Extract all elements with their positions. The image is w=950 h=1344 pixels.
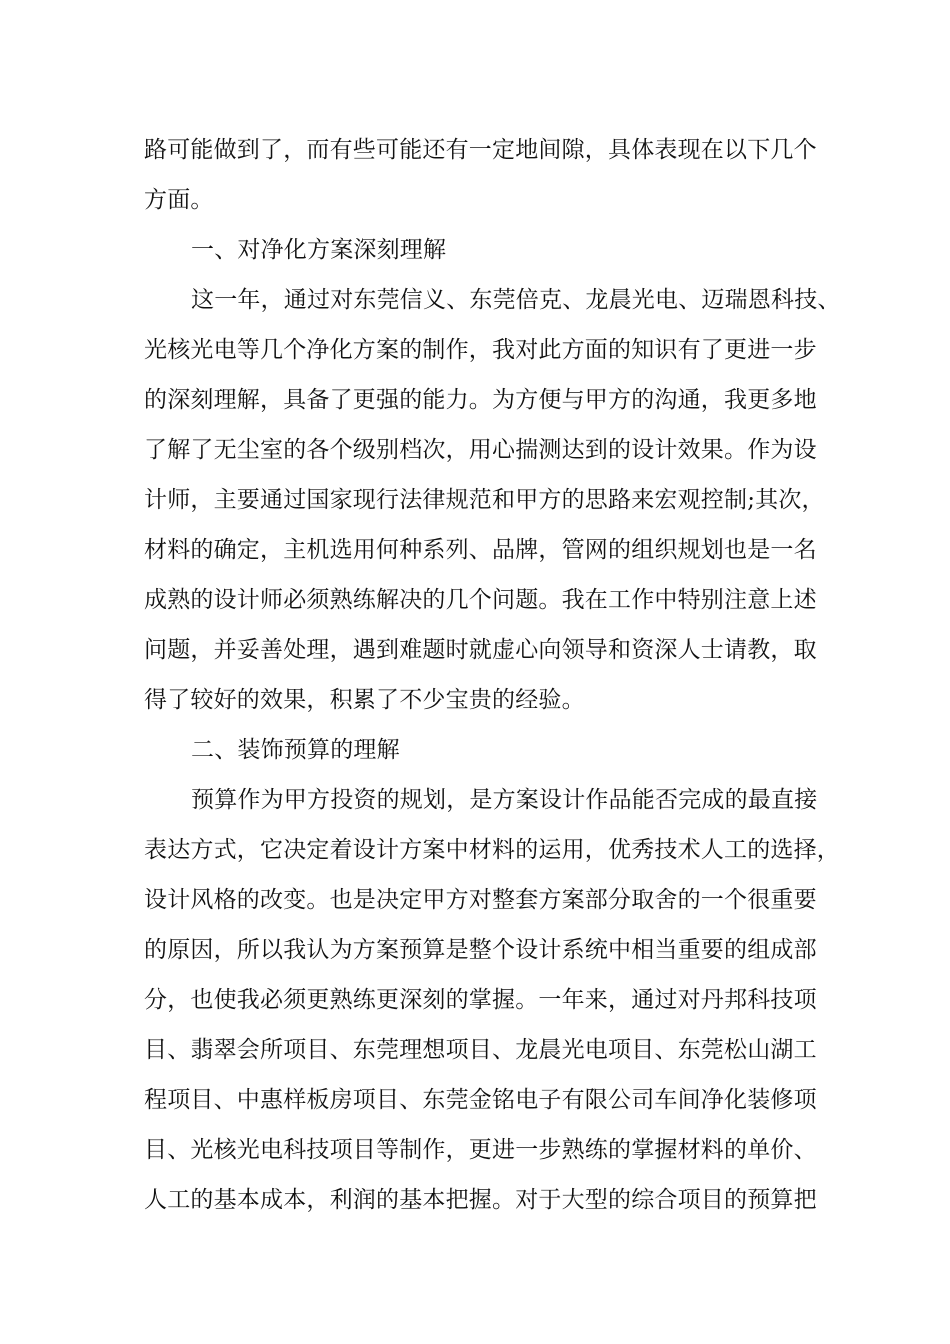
paragraph-line: 问题，并妥善处理，遇到难题时就虚心向领导和资深人士请教，取: [144, 637, 817, 663]
section-heading: 一、对净化方案深刻理解: [191, 237, 447, 263]
paragraph-line: 表达方式，它决定着设计方案中材料的运用，优秀技术人工的选择，: [144, 837, 840, 863]
paragraph-line: 程项目、中惠样板房项目、东莞金铭电子有限公司车间净化装修项: [144, 1087, 817, 1113]
paragraph-line: 材料的确定，主机选用何种系列、品牌，管网的组织规划也是一名: [144, 537, 817, 563]
paragraph-line: 目、光核光电科技项目等制作，更进一步熟练的掌握材料的单价、: [144, 1137, 817, 1163]
paragraph-line: 人工的基本成本，利润的基本把握。对于大型的综合项目的预算把: [144, 1187, 817, 1213]
paragraph-line: 目、翡翠会所项目、东莞理想项目、龙晨光电项目、东莞松山湖工: [144, 1037, 817, 1063]
paragraph-line: 的原因，所以我认为方案预算是整个设计系统中相当重要的组成部: [144, 937, 817, 963]
paragraph-line: 光核光电等几个净化方案的制作，我对此方面的知识有了更进一步: [144, 337, 817, 363]
paragraph-line: 设计风格的改变。也是决定甲方对整套方案部分取舍的一个很重要: [144, 887, 817, 913]
paragraph-line: 成熟的设计师必须熟练解决的几个问题。我在工作中特别注意上述: [144, 587, 817, 613]
paragraph-line: 计师，主要通过国家现行法律规范和甲方的思路来宏观控制;其次，: [144, 487, 825, 513]
paragraph-line: 路可能做到了，而有些可能还有一定地间隙，具体表现在以下几个: [144, 137, 817, 163]
paragraph-line: 的深刻理解，具备了更强的能力。为方便与甲方的沟通，我更多地: [144, 387, 817, 413]
paragraph-line: 分，也使我必须更熟练更深刻的掌握。一年来，通过对丹邦科技项: [144, 987, 817, 1013]
paragraph-line: 这一年，通过对东莞信义、东莞倍克、龙晨光电、迈瑞恩科技、: [191, 287, 841, 313]
paragraph-line: 了解了无尘室的各个级别档次，用心揣测达到的设计效果。作为设: [144, 437, 817, 463]
section-heading: 二、装饰预算的理解: [191, 737, 400, 763]
paragraph-line: 预算作为甲方投资的规划，是方案设计作品能否完成的最直接: [191, 787, 818, 813]
paragraph-line: 得了较好的效果，积累了不少宝贵的经验。: [144, 687, 585, 713]
paragraph-line: 方面。: [144, 187, 214, 213]
